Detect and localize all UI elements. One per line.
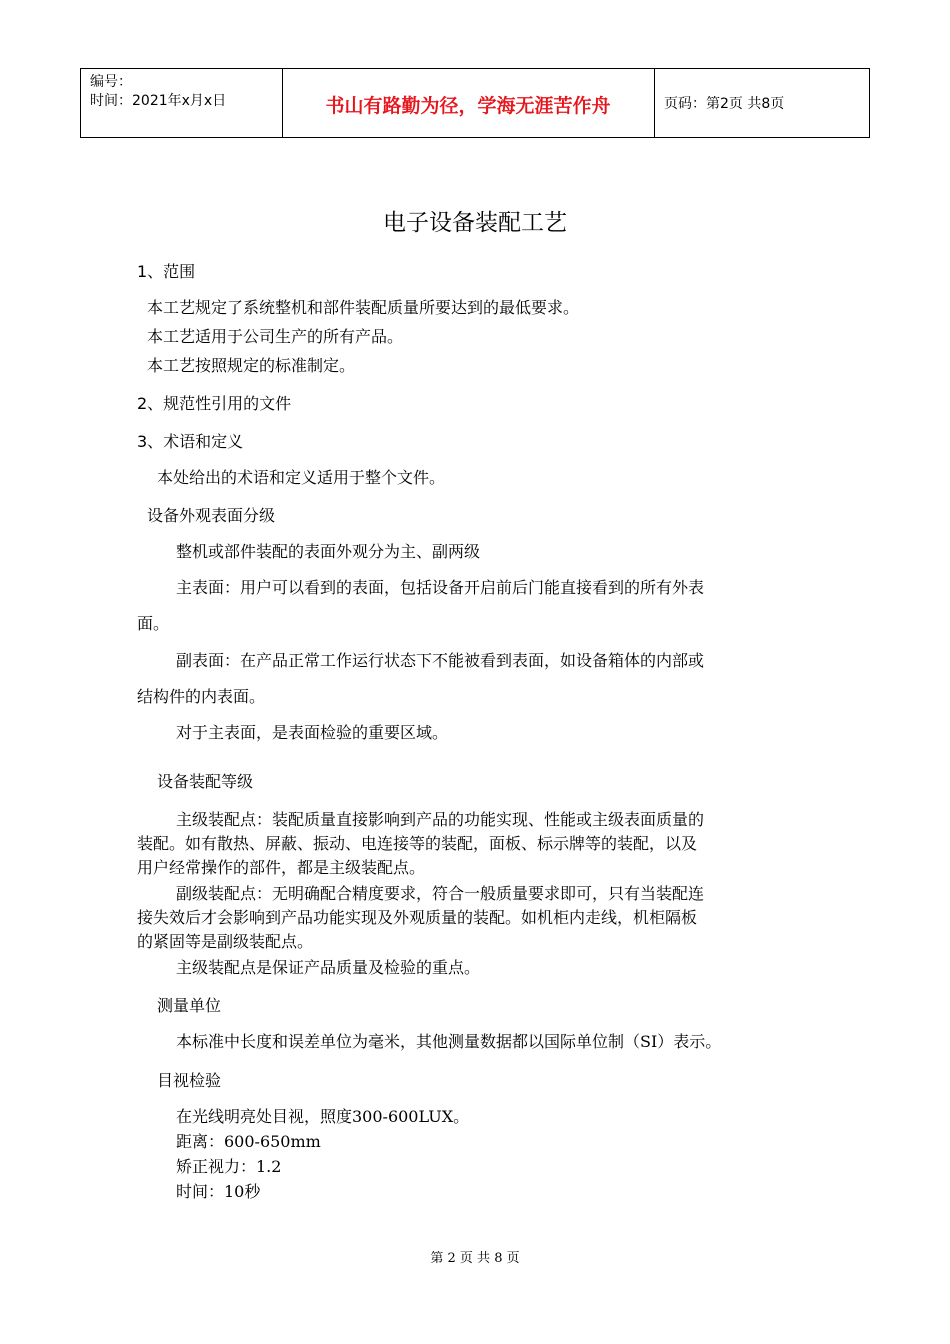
paragraph: 接失效后才会影响到产品功能实现及外观质量的装配。如机柜内走线，机柜隔板 <box>137 908 698 927</box>
paragraph: 主表面：用户可以看到的表面，包括设备开启前后门能直接看到的所有外表 <box>176 578 705 597</box>
paragraph: 本工艺按照规定的标准制定。 <box>147 356 356 375</box>
paragraph: 副级装配点：无明确配合精度要求，符合一般质量要求即可，只有当装配连 <box>176 884 705 903</box>
document-header <box>80 68 870 138</box>
document-date: 时间：2021年x月x日 <box>90 93 227 109</box>
header-divider <box>654 69 655 137</box>
paragraph: 时间：10秒 <box>176 1182 261 1201</box>
page-footer: 第 2 页 共 8 页 <box>430 1251 520 1266</box>
document-number-label: 编号： <box>90 74 132 90</box>
header-motto: 书山有路勤为径，学海无涯苦作舟 <box>325 95 611 117</box>
paragraph: 在光线明亮处目视，照度300-600LUX。 <box>176 1107 470 1126</box>
paragraph: 矫正视力：1.2 <box>176 1157 282 1176</box>
header-meta <box>90 73 226 111</box>
paragraph: 主级装配点：装配质量直接影响到产品的功能实现、性能或主级表面质量的 <box>176 810 705 829</box>
section-heading: 3、术语和定义 <box>137 432 244 451</box>
section-heading: 1、范围 <box>137 262 196 281</box>
paragraph: 的紧固等是副级装配点。 <box>137 932 314 951</box>
paragraph: 装配。如有散热、屏蔽、振动、电连接等的装配，面板、标示牌等的装配，以及 <box>137 834 698 853</box>
header-page-info: 页码：第2页 共8页 <box>664 96 785 112</box>
document-title: 电子设备装配工艺 <box>383 210 567 236</box>
paragraph: 面。 <box>137 614 170 633</box>
subsection-heading: 测量单位 <box>157 996 222 1015</box>
paragraph: 用户经常操作的部件，都是主级装配点。 <box>137 858 426 877</box>
subsection-heading: 目视检验 <box>157 1071 222 1090</box>
paragraph: 副表面：在产品正常工作运行状态下不能被看到表面，如设备箱体的内部或 <box>176 651 705 670</box>
paragraph: 本处给出的术语和定义适用于整个文件。 <box>157 468 446 487</box>
header-divider <box>869 69 870 137</box>
paragraph: 本工艺规定了系统整机和部件装配质量所要达到的最低要求。 <box>147 298 580 317</box>
paragraph: 整机或部件装配的表面外观分为主、副两级 <box>176 542 481 561</box>
paragraph: 本工艺适用于公司生产的所有产品。 <box>147 327 404 346</box>
paragraph: 主级装配点是保证产品质量及检验的重点。 <box>176 958 481 977</box>
paragraph: 距离：600-650mm <box>176 1132 321 1151</box>
paragraph: 对于主表面，是表面检验的重要区域。 <box>176 723 449 742</box>
paragraph: 本标准中长度和误差单位为毫米，其他测量数据都以国际单位制（SI）表示。 <box>176 1032 722 1051</box>
header-divider <box>80 69 81 137</box>
paragraph: 结构件的内表面。 <box>137 687 266 706</box>
subsection-heading: 设备装配等级 <box>157 772 254 791</box>
section-heading: 2、规范性引用的文件 <box>137 394 292 413</box>
subsection-heading: 设备外观表面分级 <box>147 506 276 525</box>
